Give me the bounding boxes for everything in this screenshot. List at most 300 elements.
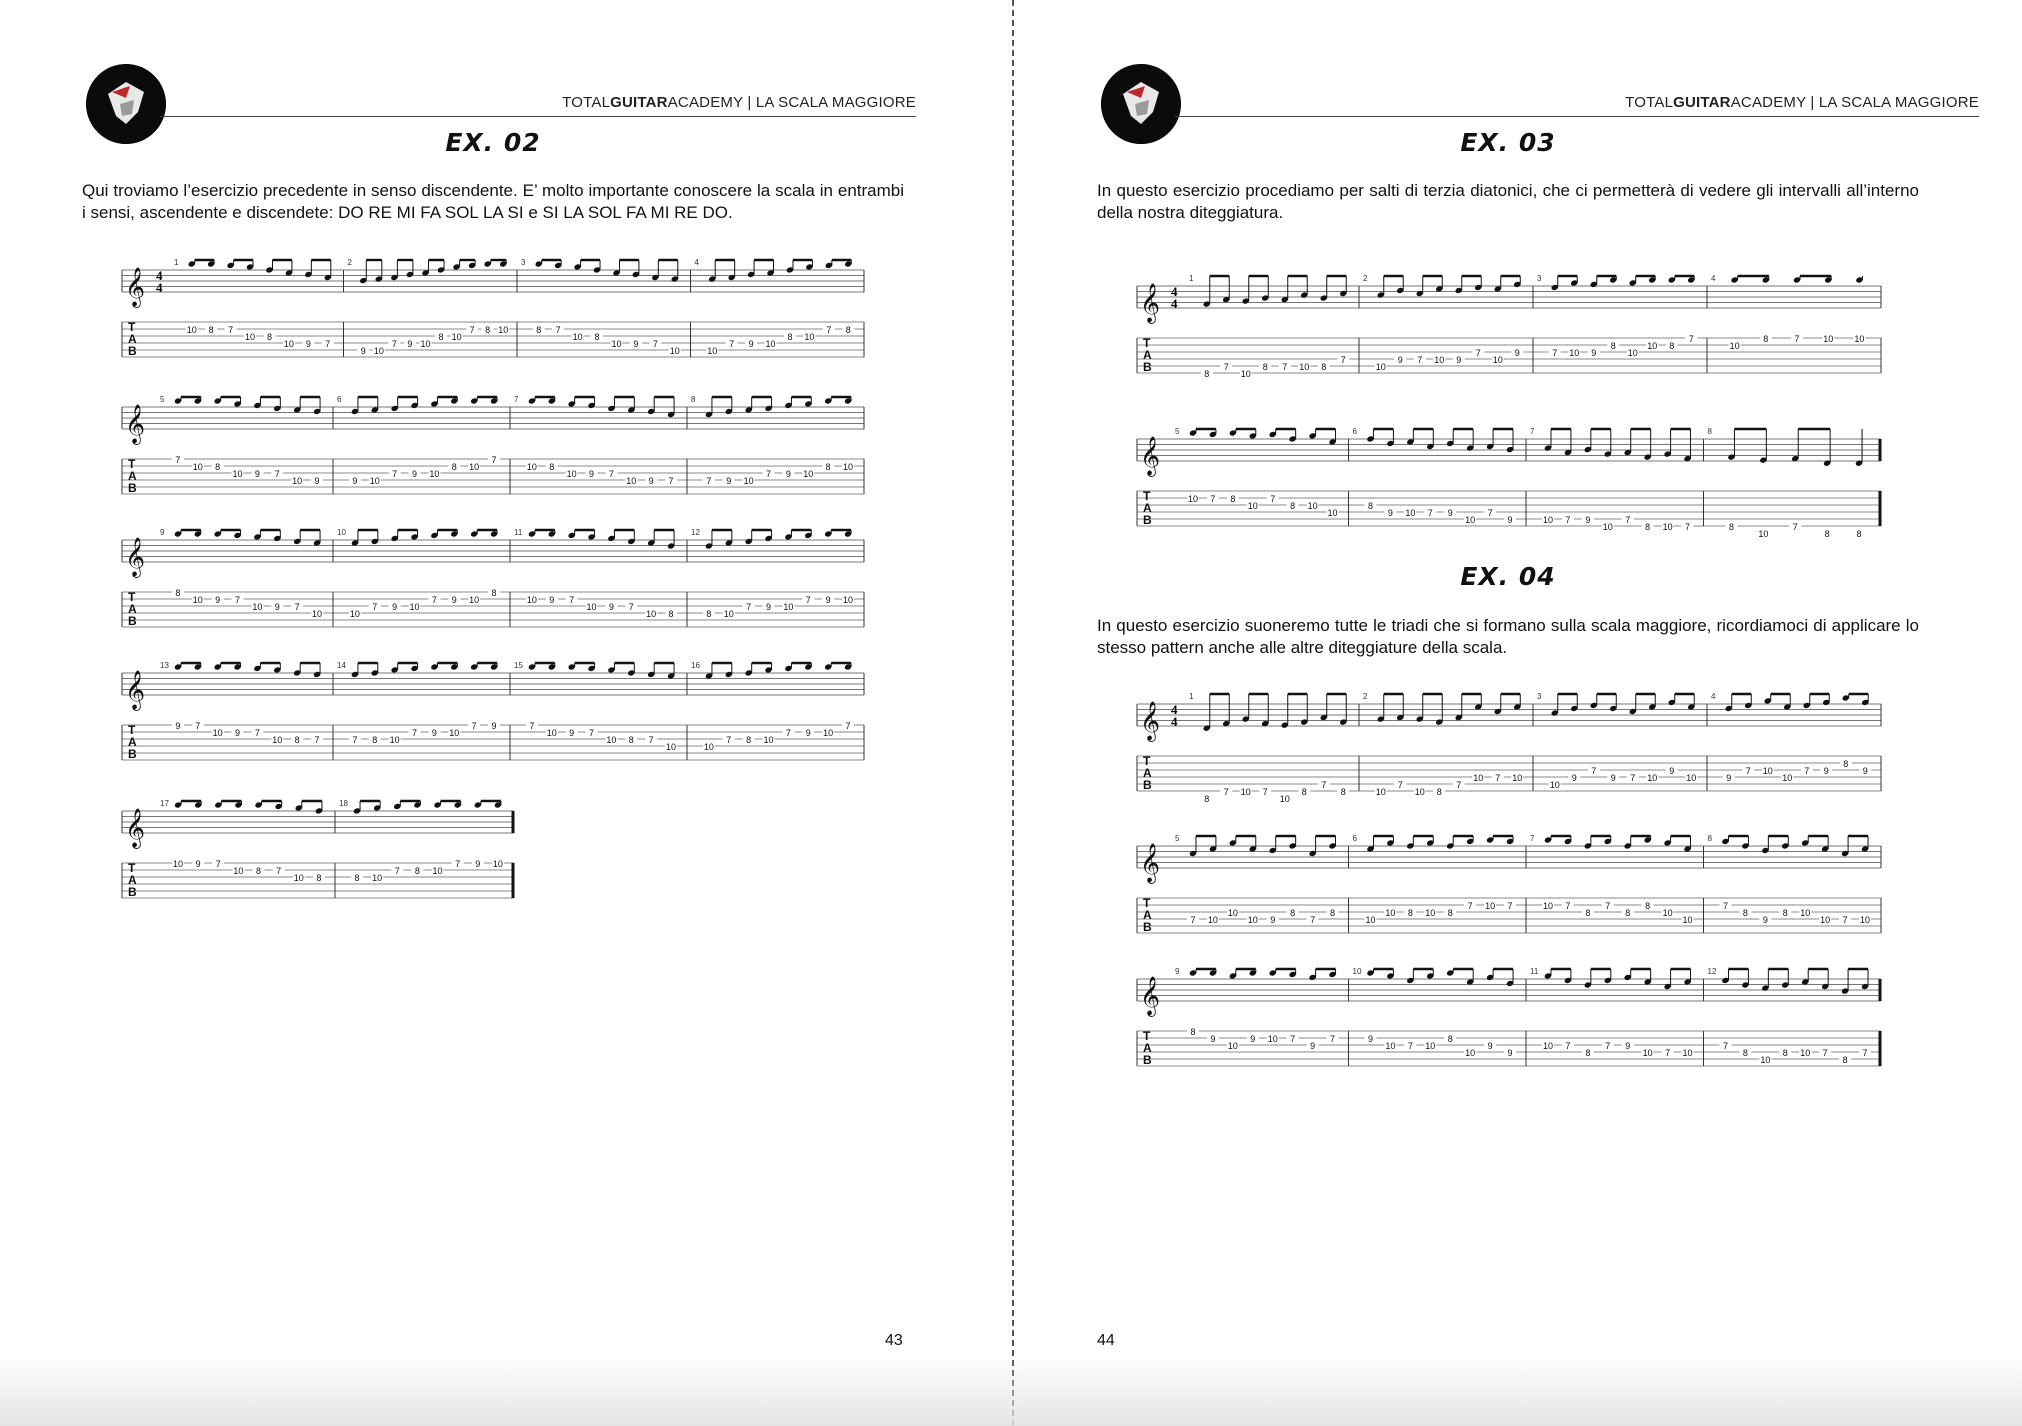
- measure-number: 2: [1363, 692, 1368, 701]
- tab-letter: T: [128, 590, 136, 604]
- tab-fret-number: 7: [706, 476, 712, 486]
- tab-fret-number: 7: [1804, 766, 1810, 776]
- tab-fret-number: 7: [235, 595, 241, 605]
- tab-fret-number: 7: [608, 469, 614, 479]
- tab-fret-number: 10: [1860, 915, 1871, 925]
- tab-fret-number: 9: [1669, 766, 1675, 776]
- tab-fret-number: 8: [1782, 1048, 1788, 1058]
- tab-fret-number: 7: [555, 325, 561, 335]
- tab-fret-number: 10: [1627, 348, 1638, 358]
- measure-number: 6: [1352, 427, 1357, 436]
- tab-fret-number: 8: [1407, 908, 1413, 918]
- tab-fret-number: 10: [1375, 362, 1386, 372]
- measure-number: 18: [339, 799, 348, 808]
- tab-fret-number: 8: [787, 332, 793, 342]
- tab-letter: A: [128, 332, 137, 346]
- treble-clef-icon: 𝄞: [1140, 976, 1161, 1016]
- tab-fret-number: 10: [1375, 787, 1386, 797]
- measure-number: 13: [160, 661, 169, 670]
- tab-fret-number: 9: [1610, 773, 1616, 783]
- tab-fret-number: 7: [746, 602, 752, 612]
- time-signature-denominator: 4: [156, 280, 163, 295]
- tab-letter: T: [1143, 1029, 1151, 1043]
- tab-fret-number: 10: [1227, 908, 1238, 918]
- measure-number: 16: [691, 661, 700, 670]
- tab-fret-number: 7: [394, 866, 400, 876]
- tab-fret-number: 7: [1467, 901, 1473, 911]
- tab-fret-number: 9: [549, 595, 555, 605]
- measure-number: 5: [1175, 427, 1180, 436]
- tab-fret-number: 10: [1299, 362, 1310, 372]
- tab-fret-number: 9: [608, 602, 614, 612]
- tab-fret-number: 7: [766, 469, 772, 479]
- tab-fret-number: 10: [1800, 908, 1811, 918]
- tab-fret-number: 10: [1762, 766, 1773, 776]
- measure-number: 4: [1711, 274, 1716, 283]
- tab-fret-number: 10: [1327, 508, 1338, 518]
- tab-fret-number: 10: [1823, 334, 1834, 344]
- time-signature-numerator: 4: [1171, 702, 1178, 717]
- tab-fret-number: 10: [420, 339, 431, 349]
- tab-fret-number: 10: [1240, 369, 1251, 379]
- tab-fret-number: 8: [354, 873, 360, 883]
- tab-fret-number: 9: [1270, 915, 1276, 925]
- tab-fret-number: 8: [1447, 1034, 1453, 1044]
- tab-fret-number: 8: [1842, 1055, 1848, 1065]
- tab-fret-number: 9: [407, 339, 413, 349]
- measure-number: 1: [1189, 274, 1194, 283]
- tab-fret-number: 10: [245, 332, 256, 342]
- tab-system: [120, 797, 516, 912]
- tab-letter: B: [1143, 360, 1152, 374]
- measure-number: 4: [1711, 692, 1716, 701]
- tab-letter: B: [1143, 778, 1152, 792]
- tab-fret-number: 10: [1758, 529, 1769, 539]
- tab-system: [120, 256, 866, 371]
- measure-number: 7: [1530, 427, 1535, 436]
- tab-fret-number: 8: [316, 873, 322, 883]
- tab-fret-number: 9: [195, 859, 201, 869]
- tab-fret-number: 9: [235, 728, 241, 738]
- tab-fret-number: 7: [1688, 334, 1694, 344]
- tab-fret-number: 8: [1447, 908, 1453, 918]
- tab-fret-number: 10: [1642, 1048, 1653, 1058]
- tab-fret-number: 9: [491, 721, 497, 731]
- tab-fret-number: 10: [606, 735, 617, 745]
- tab-fret-number: 10: [1820, 915, 1831, 925]
- header-rule: [160, 116, 916, 117]
- tab-fret-number: 10: [369, 476, 380, 486]
- treble-clef-icon: 𝄞: [1140, 436, 1161, 476]
- tab-fret-number: 10: [293, 873, 304, 883]
- tab-letter: T: [128, 861, 136, 875]
- tab-fret-number: 10: [1549, 780, 1560, 790]
- tab-fret-number: 10: [703, 742, 714, 752]
- treble-clef-icon: 𝄞: [1140, 283, 1161, 323]
- tab-fret-number: 8: [485, 325, 491, 335]
- time-signature-denominator: 4: [1171, 714, 1178, 729]
- tab-fret-number: 10: [409, 602, 420, 612]
- tab-fret-number: 8: [175, 588, 181, 598]
- tab-fret-number: 7: [1792, 522, 1798, 532]
- tab-fret-number: 10: [843, 462, 854, 472]
- tab-system: [1135, 965, 1883, 1075]
- exercise-title: EX. 02: [445, 128, 541, 157]
- tab-letter: B: [128, 344, 137, 358]
- tab-fret-number: 9: [766, 602, 772, 612]
- page-divider: [1012, 0, 1014, 1426]
- tab-fret-number: 10: [546, 728, 557, 738]
- tab-fret-number: 8: [1585, 1048, 1591, 1058]
- tab-fret-number: 7: [1591, 766, 1597, 776]
- measure-number: 11: [1530, 967, 1539, 976]
- tab-fret-number: 10: [1207, 915, 1218, 925]
- tab-fret-number: 8: [1742, 908, 1748, 918]
- tab-fret-number: 8: [594, 332, 600, 342]
- tab-fret-number: 9: [633, 339, 639, 349]
- tab-fret-number: 7: [1407, 1041, 1413, 1051]
- tab-fret-number: 9: [1447, 508, 1453, 518]
- measure-number: 12: [691, 528, 700, 537]
- measure-number: 5: [1175, 834, 1180, 843]
- tab-system: [120, 526, 866, 641]
- tab-letter: A: [1143, 766, 1152, 780]
- tab-fret-number: 7: [1722, 901, 1728, 911]
- tab-fret-number: 10: [1385, 1041, 1396, 1051]
- tab-fret-number: 8: [1585, 908, 1591, 918]
- tab-fret-number: 9: [1762, 915, 1768, 925]
- tab-fret-number: 7: [1842, 915, 1848, 925]
- tab-fret-number: 10: [1647, 773, 1658, 783]
- tab-fret-number: 9: [1456, 355, 1462, 365]
- tab-fret-number: 10: [1425, 908, 1436, 918]
- tab-fret-number: 9: [1571, 773, 1577, 783]
- tab-fret-number: 7: [391, 339, 397, 349]
- tab-fret-number: 7: [1665, 1048, 1671, 1058]
- tab-fret-number: 8: [208, 325, 214, 335]
- academy-logo: [1101, 64, 1181, 144]
- tab-fret-number: 7: [1340, 355, 1346, 365]
- tab-fret-number: 8: [1340, 787, 1346, 797]
- measure-number: 15: [514, 661, 523, 670]
- tab-fret-number: 7: [276, 866, 282, 876]
- tab-fret-number: 8: [1669, 341, 1675, 351]
- tab-fret-number: 7: [1417, 355, 1423, 365]
- tab-fret-number: 9: [314, 476, 320, 486]
- tab-fret-number: 10: [804, 332, 815, 342]
- tab-fret-number: 10: [292, 476, 303, 486]
- time-signature-numerator: 4: [156, 268, 163, 283]
- tab-fret-number: 8: [256, 866, 262, 876]
- tab-fret-number: 7: [589, 728, 595, 738]
- tab-fret-number: 8: [294, 735, 300, 745]
- tab-letter: B: [1143, 1053, 1152, 1067]
- tab-fret-number: 10: [1662, 908, 1673, 918]
- tab-fret-number: 7: [215, 859, 221, 869]
- tab-fret-number: 9: [726, 476, 732, 486]
- tab-fret-number: 10: [498, 325, 509, 335]
- tab-fret-number: 9: [1514, 348, 1520, 358]
- tab-fret-number: 7: [175, 455, 181, 465]
- tab-fret-number: 9: [1585, 515, 1591, 525]
- exercise-description: In questo esercizio procediamo per salti di terzia diatonici, che ci permetterà di vedere gli intervalli all’interno della nostra diteggiatura.: [1097, 181, 1919, 222]
- tab-fret-number: 9: [1487, 1041, 1493, 1051]
- tab-fret-number: 7: [1290, 1034, 1296, 1044]
- tab-fret-number: 10: [1465, 1048, 1476, 1058]
- tab-fret-number: 10: [803, 469, 814, 479]
- tab-system: [1135, 425, 1883, 540]
- tab-fret-number: 10: [272, 735, 283, 745]
- tab-system: [1135, 832, 1883, 942]
- measure-number: 11: [514, 528, 523, 537]
- tab-fret-number: 10: [192, 462, 203, 472]
- tab-fret-number: 8: [1230, 494, 1236, 504]
- tab-fret-number: 8: [1625, 908, 1631, 918]
- tab-fret-number: 10: [1385, 908, 1396, 918]
- tab-fret-number: 7: [1745, 766, 1751, 776]
- measure-number: 2: [1363, 274, 1368, 283]
- tab-fret-number: 10: [707, 346, 718, 356]
- tab-fret-number: 10: [1187, 494, 1198, 504]
- tab-fret-number: 10: [723, 609, 734, 619]
- tab-fret-number: 8: [215, 462, 221, 472]
- tab-fret-number: 10: [526, 462, 537, 472]
- tab-letter: A: [128, 735, 137, 749]
- tab-fret-number: 9: [305, 339, 311, 349]
- tab-letter: T: [128, 723, 136, 737]
- tab-fret-number: 7: [1605, 1041, 1611, 1051]
- tab-system: [120, 393, 866, 508]
- measure-number: 3: [521, 258, 526, 267]
- tab-fret-number: 7: [1565, 515, 1571, 525]
- tab-fret-number: 10: [469, 462, 480, 472]
- tab-fret-number: 7: [729, 339, 735, 349]
- tab-system: [1135, 272, 1883, 387]
- tab-fret-number: 10: [1279, 794, 1290, 804]
- tab-fret-number: 9: [1250, 1034, 1256, 1044]
- tab-fret-number: 10: [1602, 522, 1613, 532]
- tab-fret-number: 9: [431, 728, 437, 738]
- tab-fret-number: 8: [1782, 908, 1788, 918]
- tab-fret-number: 10: [1227, 1041, 1238, 1051]
- tab-fret-number: 10: [469, 595, 480, 605]
- tab-fret-number: 8: [1321, 362, 1327, 372]
- tab-fret-number: 10: [173, 859, 184, 869]
- tab-fret-number: 7: [845, 721, 851, 731]
- measure-number: 17: [160, 799, 169, 808]
- tab-fret-number: 7: [1565, 901, 1571, 911]
- tab-fret-number: 8: [414, 866, 420, 876]
- tab-fret-number: 9: [412, 469, 418, 479]
- tab-fret-number: 8: [549, 462, 555, 472]
- tab-letter: T: [128, 457, 136, 471]
- tab-system: [1135, 690, 1883, 804]
- tab-fret-number: 10: [1414, 787, 1425, 797]
- tab-fret-number: 7: [314, 735, 320, 745]
- tab-fret-number: 8: [438, 332, 444, 342]
- tab-fret-number: 8: [1204, 369, 1210, 379]
- tab-fret-number: 9: [1397, 355, 1403, 365]
- tab-fret-number: 7: [195, 721, 201, 731]
- tab-fret-number: 9: [569, 728, 575, 738]
- header-title: TOTALGUITARACADEMY | LA SCALA MAGGIORE: [1625, 94, 1979, 111]
- treble-clef-icon: 𝄞: [125, 537, 146, 577]
- tab-fret-number: 8: [1728, 522, 1734, 532]
- tab-fret-number: 10: [1240, 787, 1251, 797]
- tab-letter: A: [1143, 501, 1152, 515]
- tab-fret-number: 9: [274, 602, 280, 612]
- tab-fret-number: 10: [646, 609, 657, 619]
- tab-fret-number: 10: [1760, 1055, 1771, 1065]
- measure-number: 5: [160, 395, 165, 404]
- tab-fret-number: 10: [449, 728, 460, 738]
- tab-fret-number: 8: [1330, 908, 1336, 918]
- tab-fret-number: 7: [228, 325, 234, 335]
- tab-fret-number: 10: [1434, 355, 1445, 365]
- tab-fret-number: 7: [668, 476, 674, 486]
- tab-fret-number: 7: [826, 325, 832, 335]
- measure-number: 4: [694, 258, 699, 267]
- tab-fret-number: 7: [1310, 915, 1316, 925]
- tab-fret-number: 10: [823, 728, 834, 738]
- tab-fret-number: 10: [843, 595, 854, 605]
- tab-fret-number: 7: [254, 728, 260, 738]
- tab-fret-number: 8: [668, 609, 674, 619]
- tab-fret-number: 10: [492, 859, 503, 869]
- tab-fret-number: 7: [471, 721, 477, 731]
- tab-fret-number: 7: [274, 469, 280, 479]
- tab-fret-number: 10: [743, 476, 754, 486]
- measure-number: 6: [1352, 834, 1357, 843]
- tab-fret-number: 10: [212, 728, 223, 738]
- tab-fret-number: 9: [352, 476, 358, 486]
- academy-logo: [86, 64, 166, 144]
- tab-fret-number: 9: [1210, 1034, 1216, 1044]
- measure-number: 8: [691, 395, 696, 404]
- tab-fret-number: 10: [1542, 515, 1553, 525]
- tab-fret-number: 9: [254, 469, 260, 479]
- tab-letter: B: [128, 747, 137, 761]
- tab-letter: T: [128, 320, 136, 334]
- tab-fret-number: 10: [763, 735, 774, 745]
- tab-fret-number: 9: [451, 595, 457, 605]
- tab-fret-number: 7: [1605, 901, 1611, 911]
- tab-fret-number: 7: [569, 595, 575, 605]
- tab-fret-number: 10: [252, 602, 263, 612]
- tab-fret-number: 10: [1542, 901, 1553, 911]
- tab-fret-number: 10: [451, 332, 462, 342]
- treble-clef-icon: 𝄞: [125, 404, 146, 444]
- tab-letter: A: [1143, 348, 1152, 362]
- tab-fret-number: 7: [1397, 780, 1403, 790]
- tab-fret-number: 7: [1862, 1048, 1868, 1058]
- treble-clef-icon: 𝄞: [125, 670, 146, 710]
- tab-fret-number: 10: [373, 346, 384, 356]
- tab-fret-number: 10: [566, 469, 577, 479]
- tab-fret-number: 8: [372, 735, 378, 745]
- tab-fret-number: 7: [294, 602, 300, 612]
- tab-letter: T: [1143, 489, 1151, 503]
- tab-fret-number: 9: [1507, 1048, 1513, 1058]
- tab-letter: A: [128, 469, 137, 483]
- tab-fret-number: 7: [431, 595, 437, 605]
- tab-fret-number: 7: [372, 602, 378, 612]
- exercise-description: Qui troviamo l’esercizio precedente in senso discendente. E’ molto importante conoscere la scala in entrambi i sensi, ascendente e discendete: DO RE MI FA SOL LA SI e SI LA SOL FA MI RE DO.: [82, 181, 904, 222]
- tab-fret-number: 10: [1485, 901, 1496, 911]
- tab-fret-number: 8: [1645, 522, 1651, 532]
- tab-fret-number: 10: [312, 609, 323, 619]
- measure-number: 14: [337, 661, 346, 670]
- tab-fret-number: 10: [611, 339, 622, 349]
- tab-fret-number: 9: [392, 602, 398, 612]
- tab-fret-number: 7: [726, 735, 732, 745]
- tab-fret-number: 7: [1685, 522, 1691, 532]
- tab-fret-number: 10: [232, 469, 243, 479]
- tab-letter: B: [128, 481, 137, 495]
- tab-letter: T: [1143, 896, 1151, 910]
- tab-fret-number: 7: [392, 469, 398, 479]
- tab-letter: B: [128, 885, 137, 899]
- tab-fret-number: 10: [1800, 1048, 1811, 1058]
- tab-fret-number: 7: [1282, 362, 1288, 372]
- measure-number: 1: [1189, 692, 1194, 701]
- tab-fret-number: 10: [233, 866, 244, 876]
- tab-fret-number: 9: [1591, 348, 1597, 358]
- tab-fret-number: 10: [1267, 1034, 1278, 1044]
- tab-fret-number: 7: [352, 735, 358, 745]
- tab-letter: B: [1143, 513, 1152, 527]
- exercise-title: EX. 03: [1460, 128, 1556, 157]
- tab-fret-number: 7: [1722, 1041, 1728, 1051]
- tab-fret-number: 10: [432, 866, 443, 876]
- tab-fret-number: 7: [628, 602, 634, 612]
- tab-fret-number: 9: [825, 595, 831, 605]
- tab-fret-number: 7: [1822, 1048, 1828, 1058]
- tab-fret-number: 10: [1512, 773, 1523, 783]
- tab-fret-number: 9: [1625, 1041, 1631, 1051]
- tab-fret-number: 10: [1782, 773, 1793, 783]
- tab-fret-number: 10: [389, 735, 400, 745]
- tab-fret-number: 7: [1427, 508, 1433, 518]
- tab-fret-number: 8: [825, 462, 831, 472]
- tab-fret-number: 7: [1552, 348, 1558, 358]
- tab-fret-number: 8: [1301, 787, 1307, 797]
- tab-fret-number: 8: [1763, 334, 1769, 344]
- tab-fret-number: 7: [469, 325, 475, 335]
- tab-fret-number: 7: [648, 735, 654, 745]
- tab-fret-number: 8: [266, 332, 272, 342]
- tab-fret-number: 8: [746, 735, 752, 745]
- tab-fret-number: 8: [1824, 529, 1830, 539]
- tab-fret-number: 8: [1204, 794, 1210, 804]
- tab-fret-number: 10: [1686, 773, 1697, 783]
- tab-fret-number: 8: [706, 609, 712, 619]
- tab-letter: A: [128, 602, 137, 616]
- tab-fret-number: 7: [805, 595, 811, 605]
- header-rule: [1175, 116, 1979, 117]
- tab-fret-number: 10: [1307, 501, 1318, 511]
- tab-fret-number: 7: [1475, 348, 1481, 358]
- measure-number: 8: [1707, 834, 1712, 843]
- tab-fret-number: 9: [1726, 773, 1732, 783]
- tab-letter: B: [128, 614, 137, 628]
- measure-number: 1: [174, 258, 179, 267]
- tab-fret-number: 10: [669, 346, 680, 356]
- tab-fret-number: 10: [1405, 508, 1416, 518]
- tab-fret-number: 7: [1487, 508, 1493, 518]
- tab-fret-number: 7: [491, 455, 497, 465]
- tab-fret-number: 7: [1565, 1041, 1571, 1051]
